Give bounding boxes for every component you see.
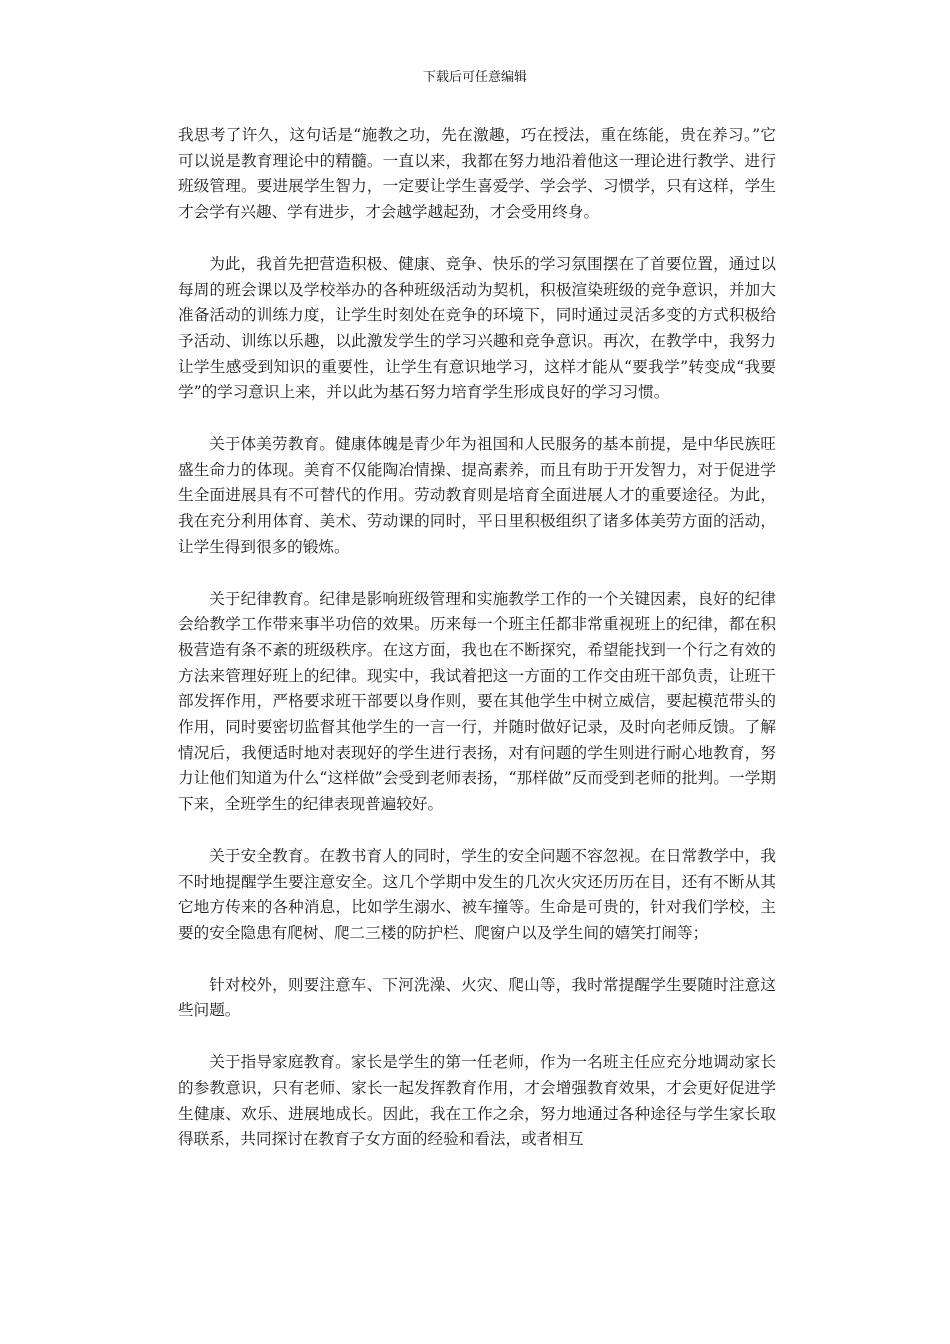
page-header: 下载后可任意编辑 [422, 70, 527, 85]
paragraph-7: 关于指导家庭教育。家长是学生的第一任老师，作为一名班主任应充分地调动家长的参教意识，只有老师、家长一起发挥教育作用，才会增强教育效果，才会更好促进学生健康、欢乐、进展地成长。因此，我在工作之余，努力地通过各种途径与学生家长取得联系，共同探讨在教育子女方面的经验和看法，或者相互 [178, 1053, 776, 1149]
paragraph-2: 为此，我首先把营造积极、健康、竞争、快乐的学习氛围摆在了首要位置，通过以每周的班会课以及学校举办的各种班级活动为契机，积极渲染班级的竞争意识，并加大准备活动的训练力度，让学生时刻处在竞争的环境下，同时通过灵活多变的方式积极给予活动、训练以乐趣，以此激发学生的学习兴趣和竞争意识。再次，在教学中，我努力让学生感受到知识的重要性，让学生有意识地学习，这样才能从“要我学”转变成“我要学”的学习意识上来，并以此为基石努力培育学生形成良好的学习习惯。 [178, 254, 776, 402]
paragraph-1: 我思考了许久，这句话是“施教之功，先在激趣，巧在授法，重在练能，贵在养习。”它可以说是教育理论中的精髓。一直以来，我都在努力地沿着他这一理论进行教学、进行班级管理。要进展学生智力，一定要让学生喜爱学、学会学、习惯学，只有这样，学生才会学有兴趣、学有进步，才会越学越起劲，才会受用终身。 [178, 126, 776, 222]
paragraph-5: 关于安全教育。在教书育人的同时，学生的安全问题不容忽视。在日常教学中，我不时地提醒学生要注意安全。这几个学期中发生的几次火灾还历历在目，还有不断从其它地方传来的各种消息，比如学生溺水、被车撞等。生命是可贵的，针对我们学校，主要的安全隐患有爬树、爬二三楼的防护栏、爬窗户以及学生间的嬉笑打闹等； [178, 846, 776, 942]
document-body [178, 123, 776, 1179]
paragraph-6: 针对校外，则要注意车、下河洗澡、火灾、爬山等，我时常提醒学生要随时注意这些问题。 [178, 975, 776, 1020]
paragraph-4: 关于纪律教育。纪律是影响班级管理和实施教学工作的一个关键因素，良好的纪律会给教学工作带来事半功倍的效果。历来每一个班主任都非常重视班上的纪律，都在积极营造有条不紊的班级秩序。在这方面，我也在不断探究，希望能找到一个行之有效的方法来管理好班上的纪律。现实中，我试着把这一方面的工作交由班干部负责，让班干部发挥作用，严格要求班干部要以身作则，要在其他学生中树立威信，要起模范带头的作用，同时要密切监督其他学生的一言一行，并随时做好记录，及时向老师反馈。了解情况后，我便适时地对表现好的学生进行表扬，对有问题的学生则进行耐心地教育，努力让他们知道为什么“这样做”会受到老师表扬，“那样做”反而受到老师的批判。一学期下来，全班学生的纪律表现普遍较好。 [178, 589, 776, 814]
paragraph-3: 关于体美劳教育。健康体魄是青少年为祖国和人民服务的基本前提，是中华民族旺盛生命力的体现。美育不仅能陶冶情操、提高素养，而且有助于开发智力，对于促进学生全面进展具有不可替代的作用。劳动教育则是培育全面进展人才的重要途径。为此，我在充分利用体育、美术、劳动课的同时，平日里积极组织了诸多体美劳方面的活动，让学生得到很多的锻炼。 [178, 435, 776, 556]
